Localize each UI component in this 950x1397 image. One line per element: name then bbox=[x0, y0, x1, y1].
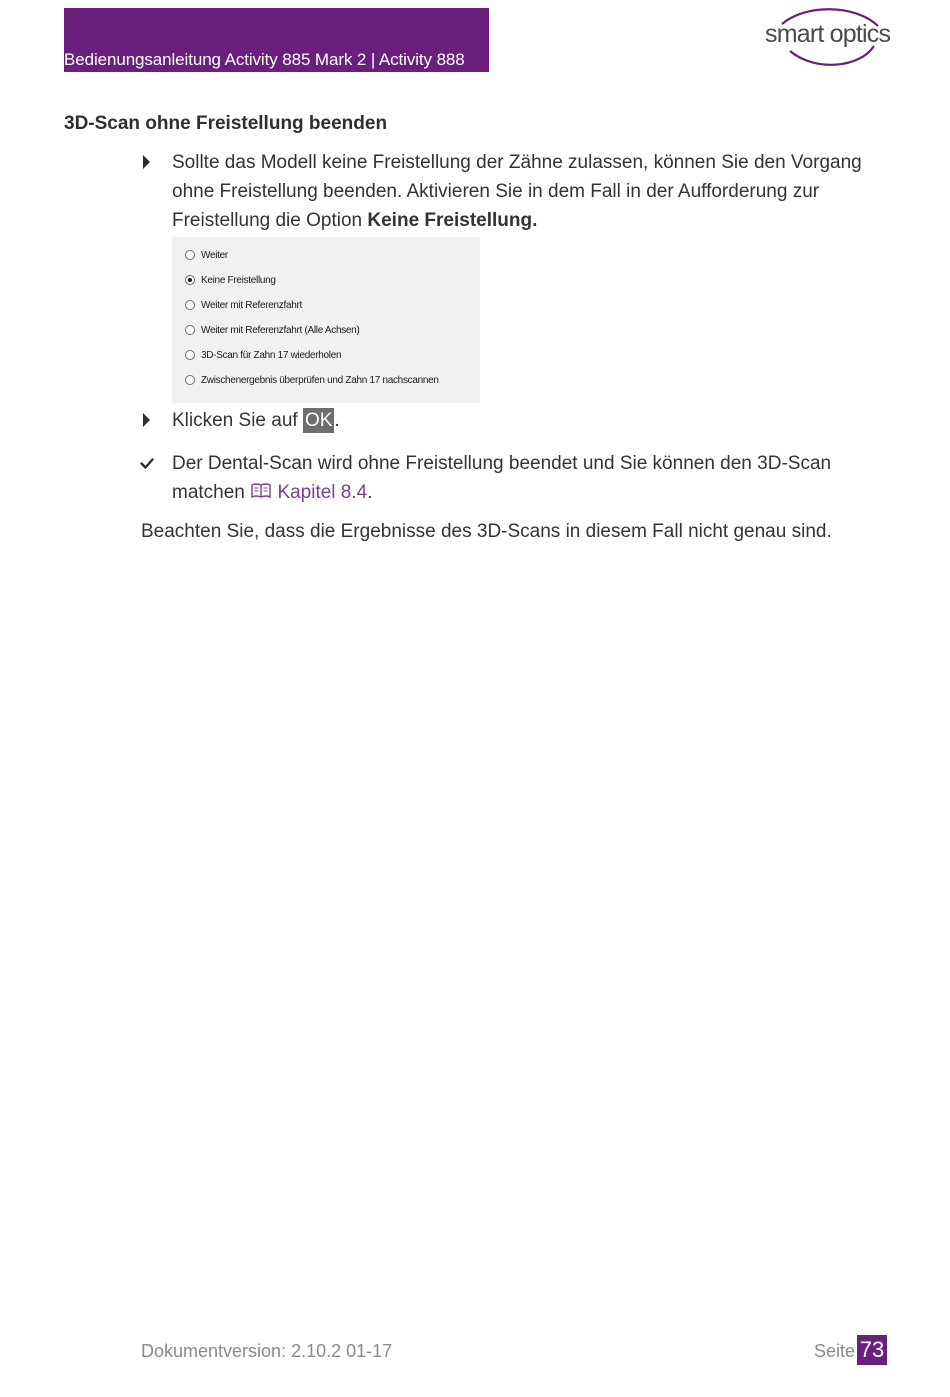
result-step bbox=[140, 449, 880, 509]
radio-option-label: Weiter mit Referenzfahrt (Alle Achsen) bbox=[201, 325, 360, 336]
ok-button-reference: OK bbox=[304, 410, 333, 431]
radio-button[interactable] bbox=[185, 300, 195, 310]
chapter-cross-reference-link[interactable] bbox=[250, 482, 367, 503]
page-number-badge: 73 bbox=[857, 1335, 887, 1365]
step-text bbox=[172, 406, 872, 435]
logo-text: smart optics bbox=[765, 20, 891, 48]
page-label: Seite bbox=[814, 1341, 856, 1361]
chapter-link-label[interactable]: Kapitel 8.4 bbox=[277, 482, 368, 503]
radio-button[interactable] bbox=[185, 250, 195, 260]
step-text-plain: Der Dental-Scan wird ohne Freistellung beendet und Sie können den 3D-Scan matchen bbox=[172, 453, 832, 503]
brand-logo bbox=[760, 6, 890, 68]
radio-option-label: Keine Freistellung bbox=[201, 275, 276, 286]
step-text-plain: . bbox=[367, 482, 373, 503]
triangle-right-icon bbox=[140, 406, 156, 435]
section-heading: 3D-Scan ohne Freistellung beenden bbox=[64, 113, 388, 134]
document-title: Bedienungsanleitung Activity 885 Mark 2 | Activity 888 bbox=[64, 50, 465, 69]
instruction-step bbox=[140, 148, 880, 238]
option-name-emphasis: Keine Freistellung. bbox=[367, 210, 538, 231]
radio-button[interactable] bbox=[185, 325, 195, 335]
freistellung-options-panel bbox=[172, 237, 480, 403]
step-text-plain: . bbox=[334, 410, 340, 431]
checkmark-icon bbox=[140, 449, 156, 478]
header-band bbox=[64, 8, 489, 72]
document-version: Dokumentversion: 2.10.2 01-17 bbox=[141, 1341, 393, 1361]
triangle-right-icon bbox=[140, 148, 156, 177]
step-text-plain: Klicken Sie auf bbox=[172, 410, 303, 431]
accuracy-note: Beachten Sie, dass die Ergebnisse des 3D-Scans in diesem Fall nicht genau sind. bbox=[141, 521, 832, 542]
radio-option-label: Zwischenergebnis überprüfen und Zahn 17 nachscannen bbox=[201, 375, 439, 386]
radio-option-label: Weiter bbox=[201, 250, 228, 261]
step-text bbox=[172, 148, 872, 235]
radio-option-label: Weiter mit Referenzfahrt bbox=[201, 300, 302, 311]
radio-button-selected[interactable] bbox=[185, 275, 195, 285]
book-icon bbox=[250, 480, 272, 509]
radio-option-label: 3D-Scan für Zahn 17 wiederholen bbox=[201, 350, 342, 361]
radio-button[interactable] bbox=[185, 350, 195, 360]
instruction-step bbox=[140, 406, 880, 436]
radio-button[interactable] bbox=[185, 375, 195, 385]
step-text-plain: Sollte das Modell keine Freistellung der Zähne zulassen, können Sie den Vorgang ohne Freistellung beenden. Aktivieren Sie in dem Fall in der Aufforderung zur Freistellung die Option bbox=[172, 152, 862, 231]
step-text bbox=[172, 449, 872, 509]
